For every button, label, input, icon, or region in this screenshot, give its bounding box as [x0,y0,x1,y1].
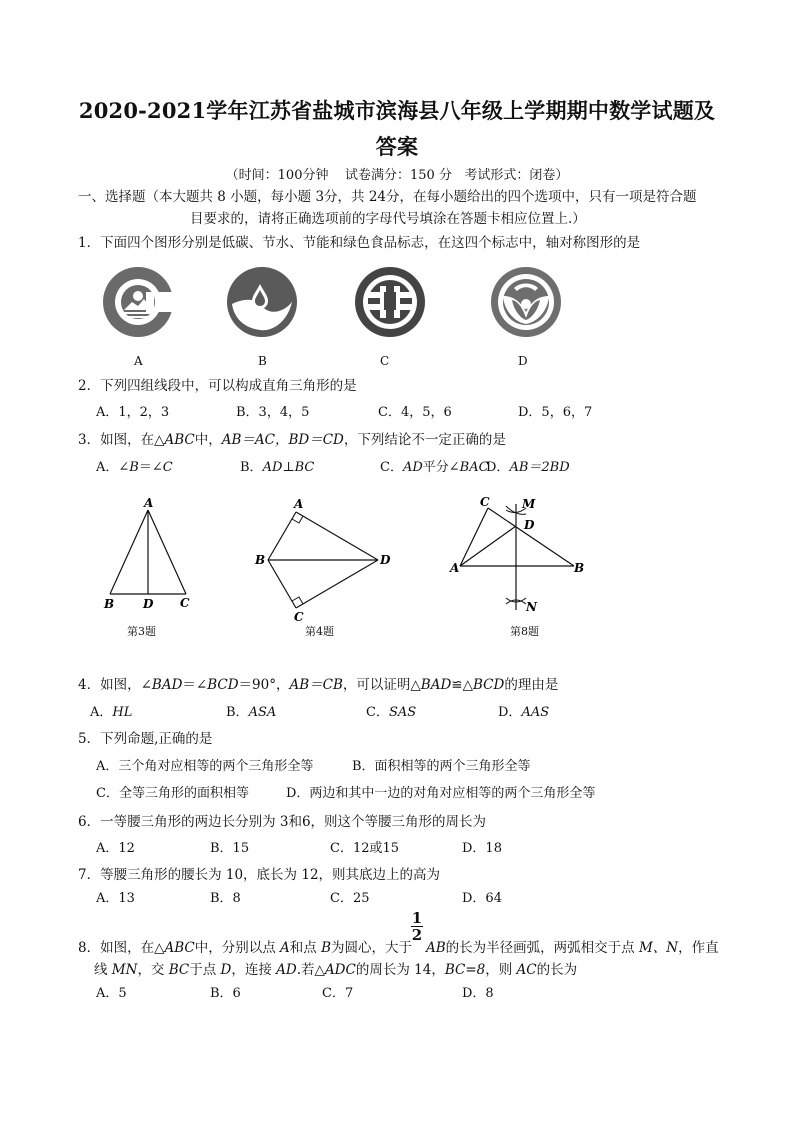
q8-text-line2: 线 MN，交 BC于点 D，连接 AD.若△ADC的周长为 14，BC=8，则 AC的长为 [94,962,578,978]
section1-line2: 目要求的，请将正确选项前的字母代号填涂在答题卡相应位置上.） [190,211,586,227]
fig3-label-b: B [104,597,115,611]
q4-option-b: B．ASA [226,705,277,720]
fig4-label-b: B [255,553,266,567]
q3-option-d: D．AB＝2BD [486,460,570,475]
fig8-label-b: B [574,561,585,575]
q5-option-b: B．面积相等的两个三角形全等 [352,759,531,774]
q8-option-b: B．6 [210,986,241,1001]
exam-info: （时间：100分钟 试卷满分：150 分 考试形式：闭卷） [225,168,569,183]
q3-option-c: C．AD平分∠BAC [380,460,489,475]
energy-saving-logo-icon [354,266,426,338]
q5-option-d: D．两边和其中一边的对角对应相等的两个三角形全等 [286,786,596,801]
q5-text: 5．下列命题,正确的是 [78,731,213,747]
q6-text: 6．一等腰三角形的两边长分别为 3和6，则这个等腰三角形的周长为 [78,814,487,830]
q4-option-c: C．SAS [366,705,417,720]
q4-text: 4．如图，∠BAD＝∠BCD＝90°，AB＝CB，可以证明△BAD≌△BCD的理由是 [78,677,559,693]
q8-text-line1: 8．如图，在△ABC中，分别以点 A和点 B为圆心，大于 AB的长为半径画弧，两弧相交于点 M、N，作直 [78,940,719,956]
section1-line1: 一、选择题（本大题共 8 小题，每小题 3分，共 24分，在每小题给出的四个选项中，只有一项是符合题 [78,189,697,205]
q2-text: 2．下列四组线段中，可以构成直角三角形的是 [78,378,357,394]
fig3-label-c: C [180,596,190,610]
figure-8-diagram [446,494,596,624]
page-title: 2020-2021学年江苏省盐城市滨海县八年级上学期期中数学试题及答案 [78,98,716,159]
fig3-side-ac [148,510,186,594]
q2-option-d: D．5，6，7 [518,405,593,420]
fig8-label-n: N [526,600,537,614]
q8-option-a: A．5 [96,986,127,1001]
fig4-label-a: A [294,497,304,511]
fig8-segment-ad [460,526,516,566]
q6-option-b: B．15 [210,841,250,856]
q1-text: 1．下面四个图形分别是低碳、节水、节能和绿色食品标志，在这四个标志中，轴对称图形的是 [78,235,641,251]
q1-label-d: D [518,354,528,368]
q2-option-b: B．3，4，5 [236,405,310,420]
figure-4-diagram [250,494,400,624]
q4-option-d: D．AAS [498,705,550,720]
q1-label-a: A [134,354,143,368]
q7-text: 7．等腰三角形的腰长为 10，底长为 12，则其底边上的高为 [78,867,441,883]
q3-text: 3．如图，在△ABC中，AB＝AC，BD＝CD，下列结论不一定正确的是 [78,432,506,448]
fig8-label-d: D [524,518,535,532]
q6-option-d: D．18 [462,841,502,856]
low-carbon-logo-icon [102,266,174,338]
water-saving-logo-icon [226,266,298,338]
q3-option-a: A．∠B＝∠C [96,460,173,475]
fig8-side-ac [460,508,488,566]
q1-label-c: C [380,354,390,368]
fig4-label-d: D [380,553,391,567]
q8-option-c: C．7 [322,986,354,1001]
fig3-label-a: A [144,496,154,510]
q4-option-a: A．HL [90,705,133,720]
q7-option-d: D．64 [462,891,502,906]
q7-option-b: B．8 [210,891,241,906]
fig8-label-a: A [450,561,460,575]
q2-option-a: A．1，2，3 [96,405,170,420]
figure-8-caption: 第8题 [510,625,539,638]
fig4-label-c: C [294,610,304,624]
fig3-side-ab [110,510,148,594]
q5-option-a: A．三个角对应相等的两个三角形全等 [96,759,314,774]
figure-4-caption: 第4题 [305,625,334,638]
q2-option-c: C．4，5，6 [378,405,452,420]
figure-3-caption: 第3题 [127,625,156,638]
fig4-side-ad [296,512,378,560]
green-food-logo-icon [490,266,562,338]
fig4-side-ab [268,512,296,560]
q5-option-c: C．全等三角形的面积相等 [96,786,249,801]
fig8-label-c: C [480,495,490,509]
q3-option-b: B．AD⊥BC [240,460,315,475]
fig4-side-bc [268,560,296,608]
fig3-label-d: D [143,597,154,611]
q7-option-a: A．13 [96,891,135,906]
q8-fraction-half: 1 2 [411,909,423,944]
q7-option-c: C．25 [330,891,370,906]
fig8-label-m: M [522,497,536,511]
q6-option-a: A．12 [96,841,135,856]
q8-option-d: D．8 [462,986,494,1001]
fig4-side-cd [296,560,378,608]
q6-option-c: C．12或15 [330,841,400,856]
q1-label-b: B [258,354,267,368]
figure-3-diagram [100,494,200,614]
